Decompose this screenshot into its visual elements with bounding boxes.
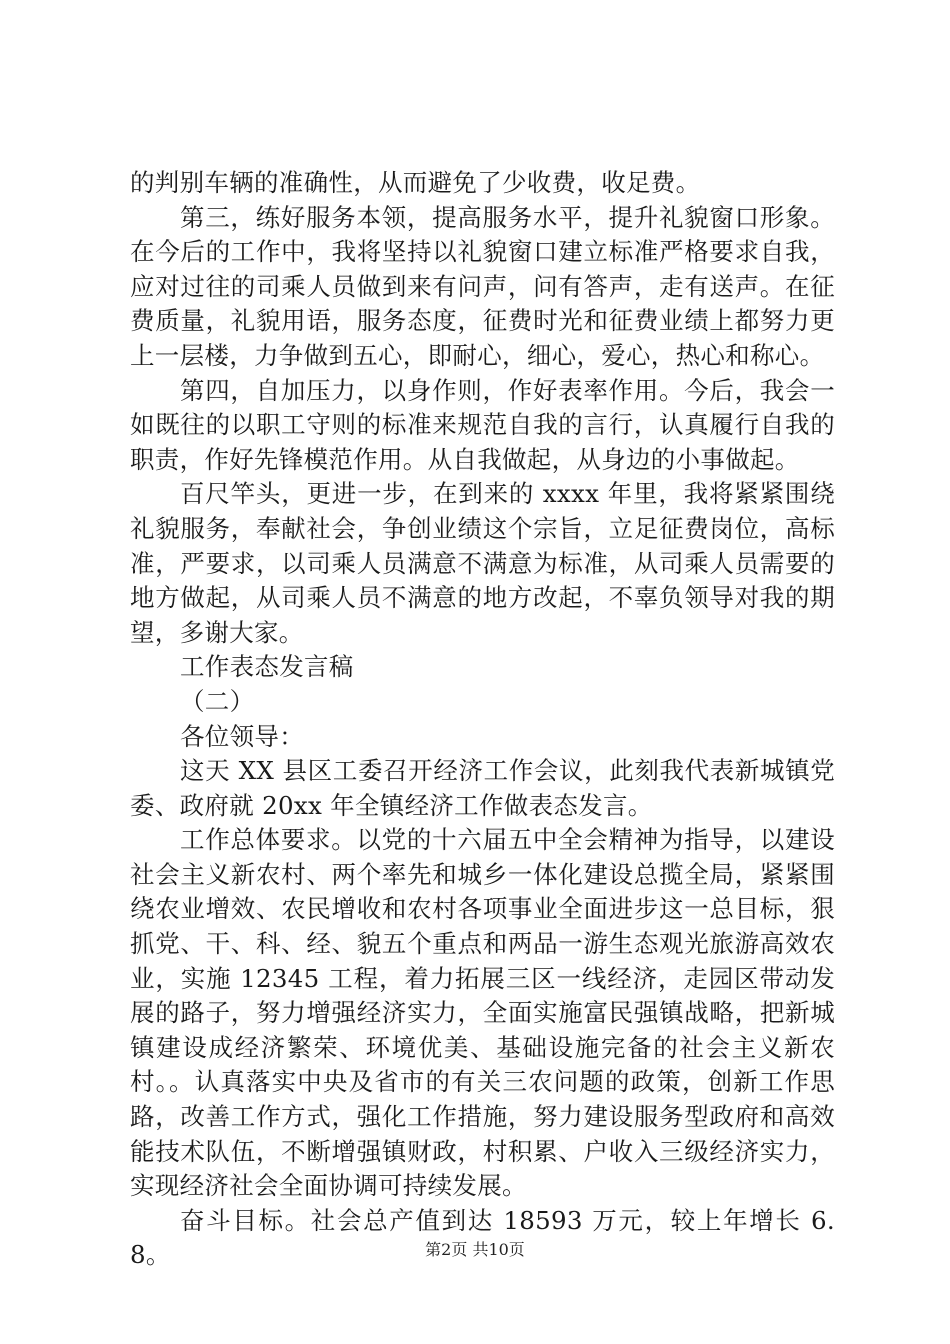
document-body bbox=[130, 166, 835, 1273]
paragraph-third-point: 第三，练好服务本领，提高服务水平，提升礼貌窗口形象。在今后的工作中，我将坚持以礼貌窗口建立标准严格要求自我，应对过往的司乘人员做到来有问声，问有答声，走有送声。在征费质量，礼貌用语，服务态度，征费时光和征费业绩上都努力更上一层楼，力争做到五心，即耐心，细心，爱心，热心和称心。 bbox=[130, 202, 835, 370]
paragraph-overall-requirements: 工作总体要求。以党的十六届五中全会精神为指导，以建设社会主义新农村、两个率先和城乡一体化建设总揽全局，紧紧围绕农业增效、农民增收和农村各项事业全面进步这一总目标，狠抓党、干、科、经、貌五个重点和两品一游生态观光旅游高效农业，实施 12345 工程，着力拓展三区一线经济，走园区带动发展的路子，努力增强经济实力，全面实施富民强镇战略，把新城镇建设成经济繁荣、环境优美、基础设施完备的社会主义新农村。。认真落实中央及省市的有关三农问题的政策，创新工作思路，改善工作方式，强化工作措施，努力建设服务型政府和高效能技术队伍，不断增强镇财政，村积累、户收入三级经济实力，实现经济社会全面协调可持续发展。 bbox=[130, 825, 835, 1201]
section-number: （二） bbox=[180, 686, 255, 716]
section-title: 工作表态发言稿 bbox=[180, 652, 354, 682]
salutation: 各位领导： bbox=[180, 721, 304, 751]
paragraph-goals: 奋斗目标。社会总产值到达 18593 万元，较上年增长 6.8。 bbox=[130, 1205, 835, 1270]
paragraph-intro: 这天 XX 县区工委召开经济工作会议，此刻我代表新城镇党委、政府就 20xx 年全镇经济工作做表态发言。 bbox=[130, 756, 835, 820]
paragraph-continuation: 的判别车辆的准确性，从而避免了少收费，收足费。 bbox=[130, 168, 701, 197]
paragraph-closing: 百尺竿头，更进一步，在到来的 xxxx 年里，我将紧紧围绕礼貌服务，奉献社会，争创业绩这个宗旨，立足征费岗位，高标准，严要求，以司乘人员满意不满意为标准，从司乘人员需要的地方做起，从司乘人员不满意的地方改起，不辜负领导对我的期望，多谢大家。 bbox=[130, 479, 835, 647]
page-footer: 第2页 共10页 bbox=[425, 1240, 525, 1259]
paragraph-fourth-point: 第四，自加压力，以身作则，作好表率作用。今后，我会一如既往的以职工守则的标准来规范自我的言行，认真履行自我的职责，作好先锋模范作用。从自我做起，从身边的小事做起。 bbox=[130, 375, 835, 474]
